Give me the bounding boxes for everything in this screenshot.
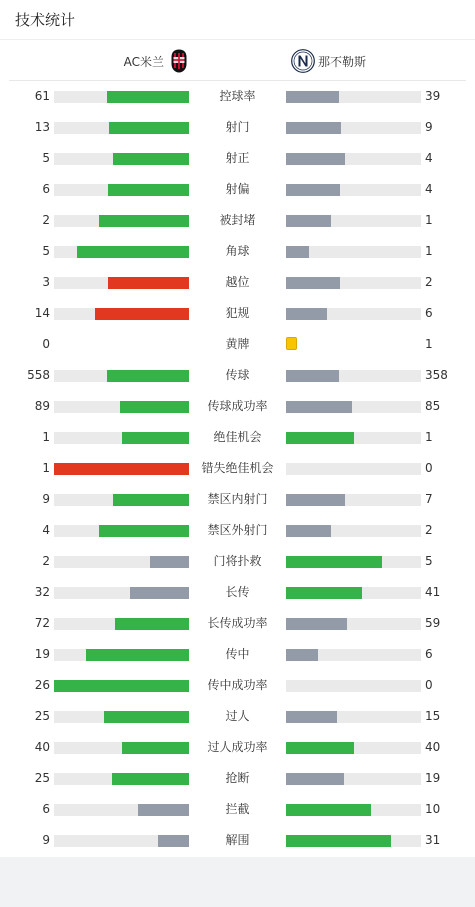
stat-row — [0, 763, 475, 794]
stat-label: 射偏 — [225, 182, 250, 196]
away-stat-bar-track — [286, 525, 421, 537]
home-stat-value: 3 — [42, 275, 50, 289]
away-stat-value: 9 — [425, 120, 433, 134]
away-stat-bar-track — [286, 122, 421, 134]
home-stat-bar-track — [54, 339, 189, 351]
stat-row — [0, 422, 475, 453]
home-stat-bar-track — [54, 835, 189, 847]
away-stat-value: 4 — [425, 182, 433, 196]
away-stat-bar-fill — [286, 494, 345, 506]
home-stat-value: 9 — [42, 833, 50, 847]
home-stat-value: 72 — [34, 616, 50, 630]
home-stat-value: 4 — [42, 523, 50, 537]
home-stat-bar-fill — [113, 494, 189, 506]
away-stat-value: 6 — [425, 647, 433, 661]
home-stat-bar-fill — [54, 463, 189, 475]
stat-row — [0, 205, 475, 236]
stat-label: 传中成功率 — [207, 678, 268, 692]
stat-label: 抢断 — [225, 771, 250, 785]
stat-row — [0, 298, 475, 329]
stat-label: 犯规 — [225, 306, 250, 320]
home-stat-value: 89 — [34, 399, 50, 413]
away-stat-bar-track — [286, 556, 421, 568]
home-stat-bar-fill — [130, 587, 189, 599]
home-stat-bar-track — [54, 153, 189, 165]
away-stat-bar-fill — [286, 773, 344, 785]
away-stat-bar-track — [286, 246, 421, 258]
away-stat-bar-track — [286, 277, 421, 289]
stat-label: 射门 — [225, 120, 250, 134]
stat-row — [0, 577, 475, 608]
home-stat-bar-fill — [86, 649, 189, 661]
away-stat-value: 0 — [425, 678, 433, 692]
home-stat-bar-track — [54, 432, 189, 444]
stat-row — [0, 794, 475, 825]
away-stat-bar-track — [286, 835, 421, 847]
away-team[interactable] — [291, 48, 366, 74]
home-team-name: AC米兰 — [123, 54, 164, 69]
away-stat-bar-track — [286, 680, 421, 692]
stat-label: 门将扑救 — [213, 554, 262, 568]
away-stat-bar-track — [286, 773, 421, 785]
stat-row — [0, 515, 475, 546]
home-stat-value: 1 — [42, 430, 50, 444]
stat-label: 长传成功率 — [207, 616, 268, 630]
stat-row — [0, 236, 475, 267]
stat-label: 绝佳机会 — [213, 430, 262, 444]
home-stat-bar-fill — [113, 153, 189, 165]
home-stat-bar-fill — [77, 246, 189, 258]
home-stat-bar-fill — [120, 401, 189, 413]
away-stat-value: 6 — [425, 306, 433, 320]
stat-row — [0, 391, 475, 422]
stat-label: 解围 — [225, 833, 250, 847]
stat-label: 拦截 — [225, 802, 250, 816]
stats-list — [0, 81, 475, 856]
home-stat-bar-fill — [107, 91, 189, 103]
home-stat-bar-fill — [99, 215, 189, 227]
home-stat-bar-fill — [115, 618, 189, 630]
away-stat-value: 2 — [425, 523, 433, 537]
away-stat-value: 1 — [425, 337, 433, 351]
stat-row — [0, 143, 475, 174]
away-stat-value: 31 — [425, 833, 441, 847]
away-stat-bar-fill — [286, 649, 318, 661]
stat-row — [0, 608, 475, 639]
home-stat-bar-track — [54, 122, 189, 134]
away-stat-bar-track — [286, 432, 421, 444]
away-stat-value: 7 — [425, 492, 433, 506]
away-stat-bar-fill — [286, 401, 352, 413]
home-stat-value: 0 — [42, 337, 50, 351]
away-stat-value: 5 — [425, 554, 433, 568]
home-stat-bar-fill — [138, 804, 189, 816]
stat-label: 错失绝佳机会 — [201, 461, 274, 475]
stat-label: 传中 — [225, 647, 250, 661]
away-stat-value: 358 — [425, 368, 448, 382]
stat-label: 禁区内射门 — [207, 492, 268, 506]
home-stat-bar-track — [54, 680, 189, 692]
away-stat-bar-fill — [286, 711, 337, 723]
stat-label: 射正 — [225, 151, 250, 165]
napoli-crest-icon — [291, 49, 315, 73]
away-stat-bar-fill — [286, 525, 331, 537]
home-stat-value: 558 — [27, 368, 50, 382]
away-stat-value: 59 — [425, 616, 441, 630]
away-stat-bar-fill — [286, 835, 391, 847]
home-stat-bar-fill — [108, 184, 189, 196]
away-stat-bar-fill — [286, 277, 340, 289]
home-stat-bar-track — [54, 773, 189, 785]
away-stat-value: 2 — [425, 275, 433, 289]
away-stat-bar-fill — [286, 618, 347, 630]
home-stat-bar-track — [54, 804, 189, 816]
home-stat-value: 32 — [34, 585, 50, 599]
home-stat-bar-fill — [109, 122, 189, 134]
home-stat-bar-fill — [150, 556, 189, 568]
home-stat-bar-track — [54, 587, 189, 599]
stat-label: 越位 — [225, 275, 250, 289]
away-team-name: 那不勒斯 — [318, 54, 367, 69]
stat-row — [0, 825, 475, 856]
teams-header — [9, 40, 466, 81]
away-stat-value: 41 — [425, 585, 441, 599]
away-stat-bar-track — [286, 215, 421, 227]
home-stat-value: 6 — [42, 182, 50, 196]
stat-label: 角球 — [225, 244, 250, 258]
away-stat-bar-fill — [286, 153, 345, 165]
home-stat-bar-track — [54, 711, 189, 723]
away-stat-value: 1 — [425, 213, 433, 227]
home-stat-bar-fill — [54, 680, 189, 692]
yellow-card-icon — [286, 337, 297, 350]
home-stat-bar-fill — [158, 835, 189, 847]
home-stat-bar-fill — [107, 370, 189, 382]
home-stat-bar-track — [54, 246, 189, 258]
home-stat-value: 1 — [42, 461, 50, 475]
home-stat-bar-fill — [99, 525, 189, 537]
away-stat-bar-fill — [286, 122, 341, 134]
home-stat-value: 5 — [42, 244, 50, 258]
home-stat-bar-track — [54, 463, 189, 475]
away-stat-value: 39 — [425, 89, 441, 103]
home-stat-value: 6 — [42, 802, 50, 816]
away-stat-bar-fill — [286, 370, 339, 382]
away-stat-bar-fill — [286, 556, 382, 568]
away-stat-bar-track — [286, 494, 421, 506]
section-title: 技术统计 — [0, 0, 475, 40]
stat-row — [0, 732, 475, 763]
home-stat-bar-track — [54, 649, 189, 661]
away-stat-bar-track — [286, 587, 421, 599]
home-stat-value: 5 — [42, 151, 50, 165]
home-stat-value: 26 — [34, 678, 50, 692]
away-stat-value: 10 — [425, 802, 441, 816]
away-stat-bar-track — [286, 711, 421, 723]
home-stat-value: 25 — [34, 709, 50, 723]
away-stat-bar-fill — [286, 804, 371, 816]
home-stat-value: 14 — [34, 306, 50, 320]
away-stat-bar-track — [286, 742, 421, 754]
away-stat-bar-fill — [286, 587, 362, 599]
home-stat-value: 61 — [34, 89, 50, 103]
home-stat-value: 2 — [42, 554, 50, 568]
home-stat-bar-track — [54, 277, 189, 289]
away-stat-value: 0 — [425, 461, 433, 475]
home-stat-bar-fill — [122, 432, 190, 444]
home-stat-bar-track — [54, 525, 189, 537]
home-stat-bar-fill — [108, 277, 189, 289]
home-stat-value: 9 — [42, 492, 50, 506]
stat-row — [0, 701, 475, 732]
home-stat-bar-track — [54, 494, 189, 506]
home-stat-bar-fill — [95, 308, 190, 320]
away-stat-bar-track — [286, 804, 421, 816]
away-stat-bar-fill — [286, 184, 340, 196]
stat-row — [0, 267, 475, 298]
home-stat-bar-track — [54, 308, 189, 320]
stat-row — [0, 81, 475, 112]
stat-row — [0, 174, 475, 205]
home-stat-bar-fill — [112, 773, 189, 785]
away-stat-bar-fill — [286, 432, 354, 444]
home-team[interactable] — [124, 48, 187, 74]
away-stat-bar-track — [286, 153, 421, 165]
home-stat-value: 25 — [34, 771, 50, 785]
away-stat-bar-track — [286, 618, 421, 630]
away-stat-value: 1 — [425, 244, 433, 258]
stat-label: 被封堵 — [219, 213, 256, 227]
away-stat-bar-fill — [286, 215, 331, 227]
stat-label: 长传 — [225, 585, 250, 599]
home-stat-bar-track — [54, 370, 189, 382]
stat-label: 控球率 — [219, 89, 256, 103]
away-stat-bar-fill — [286, 742, 354, 754]
home-stat-bar-fill — [104, 711, 189, 723]
away-stat-bar-track — [286, 649, 421, 661]
stat-row — [0, 360, 475, 391]
away-stat-value: 85 — [425, 399, 441, 413]
away-stat-bar-fill — [286, 246, 309, 258]
stat-label: 禁区外射门 — [207, 523, 268, 537]
stat-row — [0, 546, 475, 577]
home-stat-bar-track — [54, 618, 189, 630]
ac-milan-crest-icon — [171, 49, 187, 73]
stat-row — [0, 112, 475, 143]
away-stat-value: 1 — [425, 430, 433, 444]
away-stat-value: 40 — [425, 740, 441, 754]
away-stat-bar-fill — [286, 308, 327, 320]
stat-row — [0, 670, 475, 701]
home-stat-bar-track — [54, 401, 189, 413]
stat-row — [0, 453, 475, 484]
stat-label: 传球成功率 — [207, 399, 268, 413]
stat-label: 过人 — [225, 709, 250, 723]
home-stat-value: 13 — [34, 120, 50, 134]
home-stat-bar-fill — [122, 742, 190, 754]
stat-label: 黄牌 — [225, 337, 250, 351]
away-stat-bar-track — [286, 370, 421, 382]
away-stat-bar-track — [286, 184, 421, 196]
home-stat-bar-track — [54, 556, 189, 568]
home-stat-bar-track — [54, 742, 189, 754]
home-stat-value: 2 — [42, 213, 50, 227]
stat-row — [0, 484, 475, 515]
home-stat-value: 40 — [34, 740, 50, 754]
home-stat-bar-track — [54, 215, 189, 227]
stat-label: 传球 — [225, 368, 250, 382]
away-stat-bar-fill — [286, 91, 339, 103]
away-stat-bar-track — [286, 91, 421, 103]
home-stat-bar-track — [54, 91, 189, 103]
away-stat-bar-track — [286, 308, 421, 320]
stat-row — [0, 329, 475, 360]
stat-row — [0, 639, 475, 670]
away-stat-bar-track — [286, 401, 421, 413]
home-stat-value: 19 — [34, 647, 50, 661]
home-stat-bar-track — [54, 184, 189, 196]
away-stat-bar-track — [286, 463, 421, 475]
away-stat-value: 4 — [425, 151, 433, 165]
away-stat-value: 15 — [425, 709, 441, 723]
away-stat-value: 19 — [425, 771, 441, 785]
stat-label: 过人成功率 — [207, 740, 268, 754]
